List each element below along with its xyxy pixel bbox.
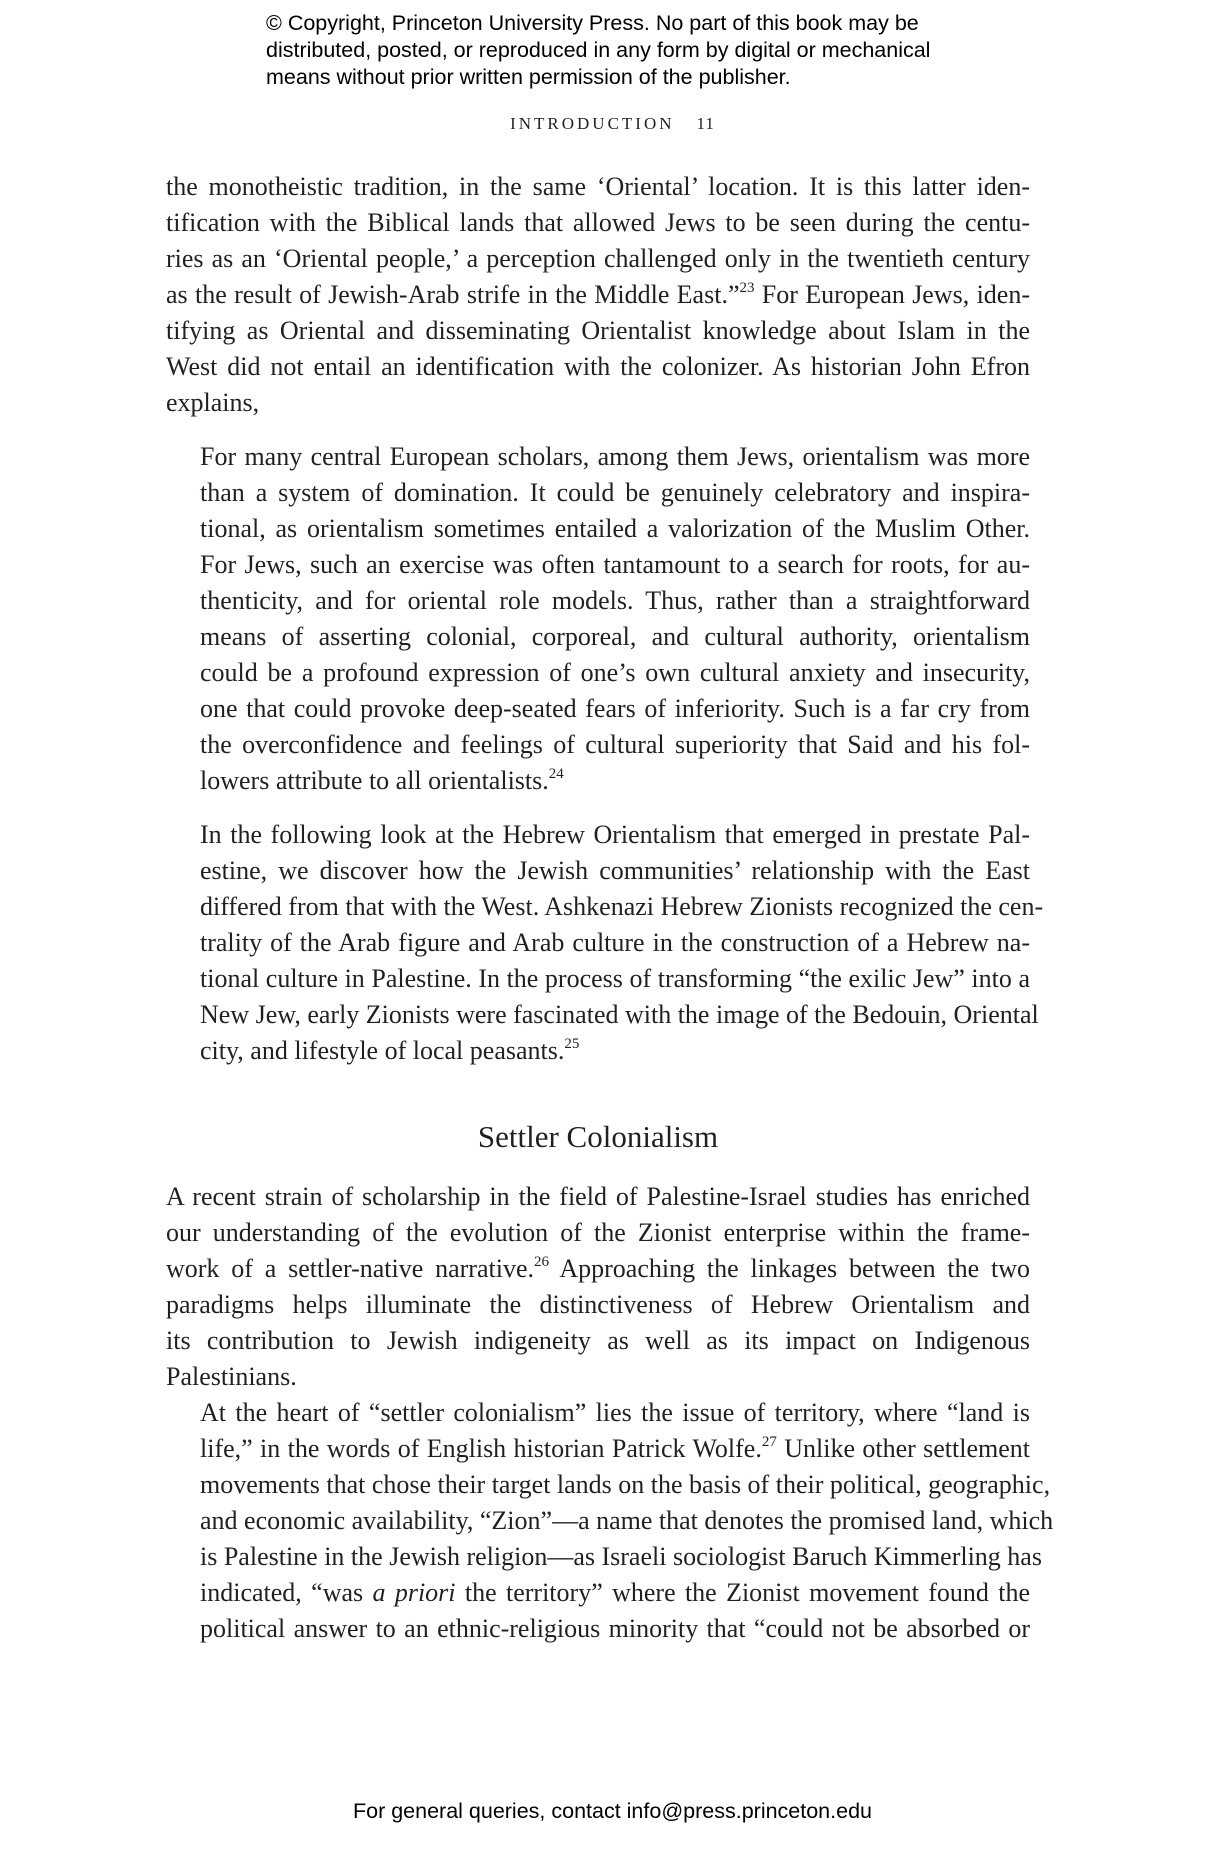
text-line: tification with the Biblical lands that allowed Jews to be seen during the centu- <box>166 208 1030 237</box>
running-head <box>0 114 1225 134</box>
quote-line: could be a profound expression of one’s own cultural anxiety and insecurity, <box>200 658 1030 687</box>
text-line: A recent strain of scholarship in the field of Palestine-Israel studies has enriched <box>166 1182 1030 1211</box>
text-line: In the following look at the Hebrew Orientalism that emerged in prestate Pal- <box>200 820 1030 849</box>
paragraph-4 <box>166 1395 1054 1647</box>
text-segment: lowers attribute to all orientalists. <box>200 766 549 795</box>
text-line: explains, <box>166 388 260 417</box>
text-segment: Approaching the linkages between the two <box>548 1254 1030 1283</box>
text-segment: indicated, “was <box>200 1578 373 1607</box>
page-body <box>166 169 1054 1647</box>
text-segment: life,” in the words of English historian Patrick Wolfe. <box>200 1434 762 1463</box>
quote-line: than a system of domination. It could be genuinely celebratory and inspira- <box>200 478 1030 507</box>
copyright-notice <box>266 10 1026 91</box>
copyright-line-2: distributed, posted, or reproduced in any form by digital or mechanical <box>266 38 931 62</box>
copyright-line-1: © Copyright, Princeton University Press. No part of this book may be <box>266 11 919 35</box>
text-line <box>166 1431 1030 1467</box>
quote-line: one that could provoke deep-seated fears of inferiority. Such is a far cry from <box>200 694 1030 723</box>
quote-line: For many central European scholars, among them Jews, orientalism was more <box>200 442 1030 471</box>
quote-line: For Jews, such an exercise was often tantamount to a search for roots, for au- <box>200 550 1030 579</box>
footnote-ref-23: 23 <box>739 280 755 296</box>
text-line <box>166 277 1030 313</box>
text-line: tifying as Oriental and disseminating Orientalist knowledge about Islam in the <box>166 316 1030 345</box>
text-line: political answer to an ethnic-religious minority that “could not be absorbed or <box>200 1614 1030 1643</box>
footnote-ref-25: 25 <box>564 1036 580 1052</box>
quote-line: thenticity, and for oriental role models. Thus, rather than a straightforward <box>200 586 1030 615</box>
footnote-ref-26: 26 <box>533 1254 549 1270</box>
text-segment: city, and lifestyle of local peasants. <box>200 1036 565 1065</box>
text-line: paradigms helps illuminate the distinctiveness of Hebrew Orientalism and <box>166 1290 1030 1319</box>
italic-phrase: a priori <box>372 1578 456 1607</box>
quote-line: means of asserting colonial, corporeal, and cultural authority, orientalism <box>200 622 1030 651</box>
quote-line <box>200 763 1030 799</box>
text-segment: the territory” where the Zionist movement found the <box>455 1578 1030 1607</box>
quote-line: tional, as orientalism sometimes entailed a valorization of the Muslim Other. <box>200 514 1030 543</box>
text-line: New Jew, early Zionists were fascinated with the image of the Bedouin, Oriental <box>200 1000 1039 1029</box>
text-line: Palestinians. <box>166 1362 297 1391</box>
text-line: At the heart of “settler colonialism” lies the issue of territory, where “land is <box>200 1398 1030 1427</box>
text-segment: Unlike other settlement <box>776 1434 1030 1463</box>
text-line: tional culture in Palestine. In the process of transforming “the exilic Jew” into a <box>200 964 1030 993</box>
text-line: estine, we discover how the Jewish communities’ relationship with the East <box>200 856 1030 885</box>
text-line: our understanding of the evolution of the Zionist enterprise within the frame- <box>166 1218 1030 1247</box>
paragraph-1 <box>166 169 1030 421</box>
footnote-ref-27: 27 <box>761 1434 777 1450</box>
paragraph-2 <box>166 817 1044 1069</box>
text-line <box>166 1575 1030 1611</box>
text-line: its contribution to Jewish indigeneity as well as its impact on Indigenous <box>166 1326 1030 1355</box>
text-line <box>166 1251 1030 1287</box>
text-line: ries as an ‘Oriental people,’ a perception challenged only in the twentieth century <box>166 244 1030 273</box>
text-line <box>166 1033 1030 1069</box>
text-line: is Palestine in the Jewish religion—as Israeli sociologist Baruch Kimmerling has <box>200 1542 1042 1571</box>
quote-line: the overconfidence and feelings of cultural superiority that Said and his fol- <box>200 730 1030 759</box>
paragraph-3 <box>166 1179 1030 1395</box>
text-line: trality of the Arab figure and Arab culture in the construction of a Hebrew na- <box>200 928 1030 957</box>
copyright-line-3: means without prior written permission of the publisher. <box>266 65 791 89</box>
footer-contact: For general queries, contact info@press.princeton.edu <box>352 1799 872 1823</box>
text-segment: as the result of Jewish-Arab strife in the Middle East.” <box>166 280 740 309</box>
text-line: West did not entail an identification with the colonizer. As historian John Efron <box>166 352 1030 381</box>
text-segment: For European Jews, iden- <box>754 280 1030 309</box>
text-line: differed from that with the West. Ashkenazi Hebrew Zionists recognized the cen- <box>200 892 1044 921</box>
text-line: and economic availability, “Zion”—a name that denotes the promised land, which <box>200 1506 1054 1535</box>
footnote-ref-24: 24 <box>548 766 564 782</box>
section-heading: Settler Colonialism <box>477 1119 719 1154</box>
text-line: movements that chose their target lands on the basis of their political, geographic, <box>200 1470 1051 1499</box>
running-head-title: INTRODUCTION <box>510 114 675 133</box>
text-segment: work of a settler-native narrative. <box>166 1254 534 1283</box>
block-quote <box>200 439 1030 799</box>
text-line: the monotheistic tradition, in the same ‘Oriental’ location. It is this latter iden- <box>166 172 1030 201</box>
page-number: 11 <box>696 114 715 133</box>
